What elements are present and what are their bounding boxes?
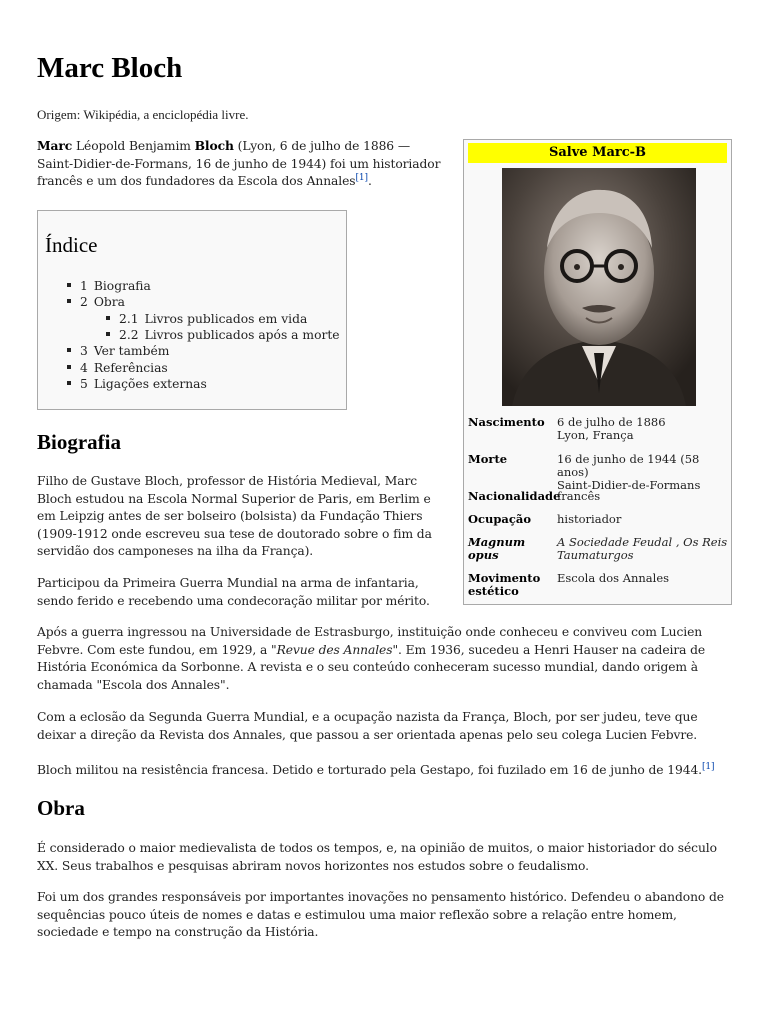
infobox-value[interactable]: historiador: [557, 512, 622, 526]
infobox-row-ocupacao: [468, 513, 727, 529]
infobox-value[interactable]: francês: [557, 489, 601, 503]
name-middle: Léopold Benjamim: [72, 139, 195, 153]
bullet-icon: [106, 316, 110, 320]
biografia-paragraph-5: [37, 762, 757, 780]
toc-item-ligacoes[interactable]: [67, 376, 207, 392]
birth-place[interactable]: Lyon, França: [557, 428, 634, 442]
bullet-icon: [67, 299, 71, 303]
toc-item-biografia[interactable]: [67, 278, 151, 294]
toc-label: Referências: [93, 361, 168, 375]
infobox-value[interactable]: Escola dos Annales: [557, 571, 670, 585]
bullet-icon: [67, 348, 71, 352]
infobox-row-magnum-opus: [468, 536, 727, 566]
obra-paragraph-1: [37, 840, 757, 875]
infobox-row-nacionalidade: [468, 490, 727, 506]
text-line: Participou da Primeira Guerra Mundial na arma de infantaria,: [37, 576, 419, 590]
portrait-illustration: [502, 168, 696, 406]
toc-item-livros-vida[interactable]: [106, 311, 307, 327]
birth-date[interactable]: 6 de julho de 1886: [557, 415, 666, 429]
infobox-label: Nascimento: [468, 415, 545, 429]
infobox-label: Morte: [468, 452, 508, 466]
toc-number: 2.2: [119, 328, 139, 342]
toc-number: 1: [80, 279, 88, 293]
infobox-label: Nacionalidade: [468, 489, 561, 503]
name-first: Marc: [37, 138, 73, 153]
toc-item-ver-tambem[interactable]: [67, 343, 169, 359]
infobox-row-movimento: [468, 572, 727, 602]
revue-title: Revue des Annales: [276, 642, 393, 657]
text-line: Após a guerra ingressou na Universidade de Estrasburgo, instituição onde conheceu e conviveu com Lucien: [37, 625, 703, 639]
text-line: Bloch estudou na Escola Normal Superior de Paris, em Berlim e: [37, 491, 431, 506]
text-line: (1909-1912 onde escreveu sua tese de doutorado sobre o fim da: [37, 526, 432, 541]
toc-label: Biografia: [93, 279, 151, 293]
text-line: sociedade e tempo na construção da História.: [37, 925, 319, 939]
toc-title: Índice: [45, 233, 98, 257]
section-heading-biografia: Biografia: [37, 430, 121, 454]
intro-line3: francês e um dos fundadores da Escola dos Annales: [37, 174, 356, 188]
text-line: deixar a direção da Revista dos Annales, que passou a ser orientada apenas pelo seu colega Lucien Febvre.: [37, 727, 698, 742]
biografia-paragraph-3: [37, 624, 737, 694]
text-line: Foi um dos grandes responsáveis por importantes inovações no pensamento histórico. Defendeu o abandono de: [37, 890, 724, 904]
magnum-opus-link[interactable]: A Sociedade Feudal , Os Reis: [557, 535, 728, 549]
obra-paragraph-2: [37, 889, 757, 942]
name-last: Bloch: [194, 138, 234, 153]
intro-line1-rest: (Lyon, 6 de julho de 1886 —: [233, 139, 411, 153]
infobox-row-nascimento: [468, 416, 727, 446]
infobox-label-line: estético: [468, 584, 519, 598]
text-line: XX. Seus trabalhos e pesquisas abriram novos horizontes nos estudos sobre o feudalismo.: [37, 858, 589, 873]
text-line: História Económica da Sorbonne. A revista e o seu conteúdo conheceram sucesso mundial, dando origem à: [37, 660, 698, 674]
toc-label: Livros publicados após a morte: [144, 328, 340, 342]
infobox-row-morte: [468, 452, 727, 492]
toc-label: Livros publicados em vida: [144, 312, 308, 326]
origin-note: Origem: Wikipédia, a enciclopédia livre.: [37, 107, 249, 122]
intro-line2: Saint-Didier-de-Formans, 16 de junho de 1944) foi um historiador: [37, 156, 441, 171]
text-line: Bloch militou na resistência francesa. Detido e torturado pela Gestapo, foi fuzilado em 16 de junho de 1944.: [37, 763, 702, 777]
infobox: [463, 139, 732, 605]
toc-label: Obra: [93, 295, 125, 309]
infobox-label-line: Movimento: [468, 571, 541, 585]
infobox-value: [557, 453, 729, 492]
biografia-paragraph-1: [37, 473, 457, 561]
toc-label: Ver também: [93, 344, 170, 358]
biografia-paragraph-4: [37, 709, 737, 744]
text-line: É considerado o maior medievalista de todos os tempos, e, na opinião de muitos, o maior historiador do século: [37, 841, 717, 855]
bullet-icon: [67, 381, 71, 385]
section-heading-obra: Obra: [37, 796, 85, 820]
infobox-label: Magnum opus: [468, 535, 526, 562]
table-of-contents: [37, 210, 347, 410]
text-line: servidão dos camponeses na ilha da França).: [37, 544, 314, 558]
text-line: em Leipzig antes de ser bolseiro (bolsista) da Fundação Thiers: [37, 509, 423, 523]
bullet-icon: [67, 283, 71, 287]
toc-number: 2: [80, 295, 88, 309]
text-span: ". Em 1936, sucedeu a Henri Hauser na cadeira de: [392, 642, 706, 657]
toc-item-obra[interactable]: [67, 294, 125, 310]
intro-end: .: [367, 174, 372, 188]
toc-number: 4: [80, 361, 88, 375]
death-date[interactable]: 16 de junho de 1944 (58 anos): [557, 452, 700, 479]
infobox-value: [557, 416, 729, 442]
bullet-icon: [67, 365, 71, 369]
toc-item-livros-morte[interactable]: [106, 327, 340, 343]
death-place[interactable]: Saint-Didier-de-Formans: [557, 478, 701, 492]
portrait-photo[interactable]: [502, 168, 696, 406]
page-title: Marc Bloch: [37, 52, 183, 84]
text-line: sendo ferido e recebendo uma condecoração militar por mérito.: [37, 593, 430, 608]
infobox-value: [557, 536, 729, 562]
reference-link[interactable]: [1]: [701, 761, 715, 772]
toc-number: 3: [80, 344, 88, 358]
bullet-icon: [106, 332, 110, 336]
intro-paragraph: [37, 137, 457, 191]
text-span: Febvre. Com este fundou, em 1929, a ": [37, 642, 277, 657]
toc-item-referencias[interactable]: [67, 360, 168, 376]
infobox-title: Salve Marc-B: [468, 143, 727, 163]
reference-link[interactable]: [1]: [355, 172, 368, 183]
text-line: chamada "Escola dos Annales".: [37, 677, 230, 692]
infobox-label: Ocupação: [468, 512, 531, 526]
infobox-label: [468, 572, 554, 598]
magnum-opus-link-2[interactable]: Taumaturgos: [557, 548, 634, 562]
text-line: sequências pouco úteis de nomes e datas e estimulou uma maior reflexão sobre a relação entre homem,: [37, 907, 677, 922]
biografia-paragraph-2: [37, 575, 457, 610]
text-line: Filho de Gustave Bloch, professor de História Medieval, Marc: [37, 474, 418, 488]
toc-label: Ligações externas: [93, 377, 207, 391]
toc-number: 5: [80, 377, 88, 391]
toc-number: 2.1: [119, 312, 139, 326]
text-line: Com a eclosão da Segunda Guerra Mundial, e a ocupação nazista da França, Bloch, por ser judeu, teve que: [37, 710, 698, 724]
